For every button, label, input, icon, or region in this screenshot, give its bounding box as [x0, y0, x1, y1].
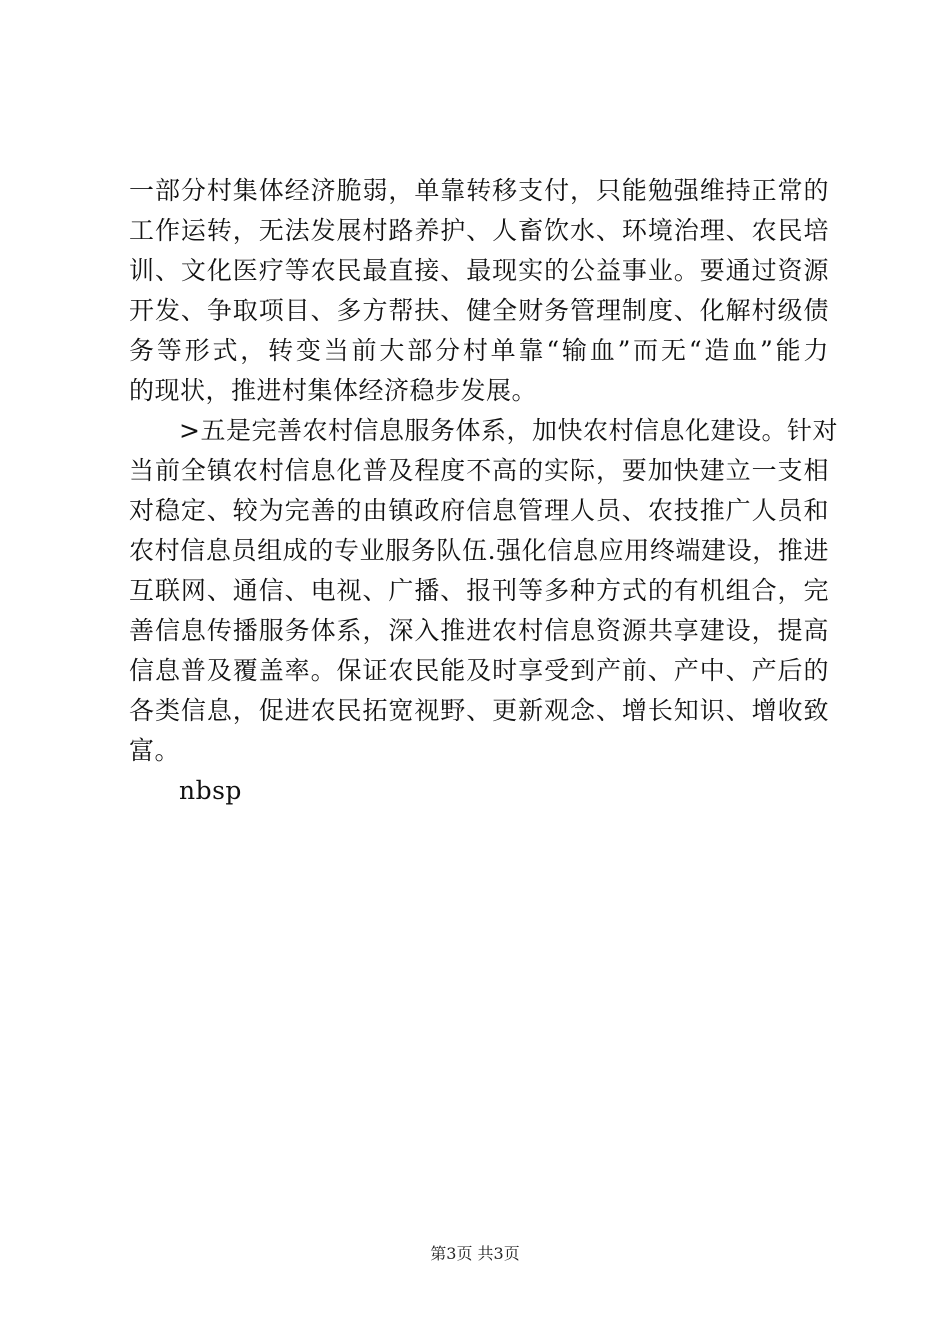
text-line: 善信息传播服务体系，深入推进农村信息资源共享建设，提高 — [129, 616, 829, 645]
text-line: 一部分村集体经济脆弱，单靠转移支付，只能勉强维持正常的 — [129, 176, 829, 205]
text-line: 富。 — [129, 736, 181, 765]
text-line: 开发、争取项目、多方帮扶、健全财务管理制度、化解村级债 — [129, 296, 829, 325]
text-line: 各类信息，促进农民拓宽视野、更新观念、增长知识、增收致 — [129, 696, 829, 725]
text-line: >五是完善农村信息服务体系，加快农村信息化建设。针对 — [179, 416, 838, 445]
text-line: 训、文化医疗等农民最直接、最现实的公益事业。要通过资源 — [129, 256, 829, 285]
paragraph-collective-economy — [129, 171, 829, 411]
text-line: 工作运转，无法发展村路养护、人畜饮水、环境治理、农民培 — [129, 216, 829, 245]
document-body — [129, 171, 838, 811]
text-line: 信息普及覆盖率。保证农民能及时享受到产前、产中、产后的 — [129, 656, 829, 685]
paragraph-nbsp — [129, 771, 829, 811]
text-line: 农村信息员组成的专业服务队伍.强化信息应用终端建设，推进 — [129, 536, 829, 565]
text-line: 互联网、通信、电视、广播、报刊等多种方式的有机组合，完 — [129, 576, 829, 605]
page-number-label: 第3页 共3页 — [430, 1244, 520, 1263]
text-line: 对稳定、较为完善的由镇政府信息管理人员、农技推广人员和 — [129, 496, 829, 525]
text-line: 务等形式，转变当前大部分村单靠“输血”而无“造血”能力 — [129, 336, 829, 365]
text-line: 当前全镇农村信息化普及程度不高的实际，要加快建立一支相 — [129, 456, 829, 485]
paragraph-rural-information — [129, 411, 838, 771]
text-line: nbsp — [179, 776, 242, 805]
page-footer — [0, 1244, 950, 1264]
text-line: 的现状，推进村集体经济稳步发展。 — [129, 376, 538, 405]
